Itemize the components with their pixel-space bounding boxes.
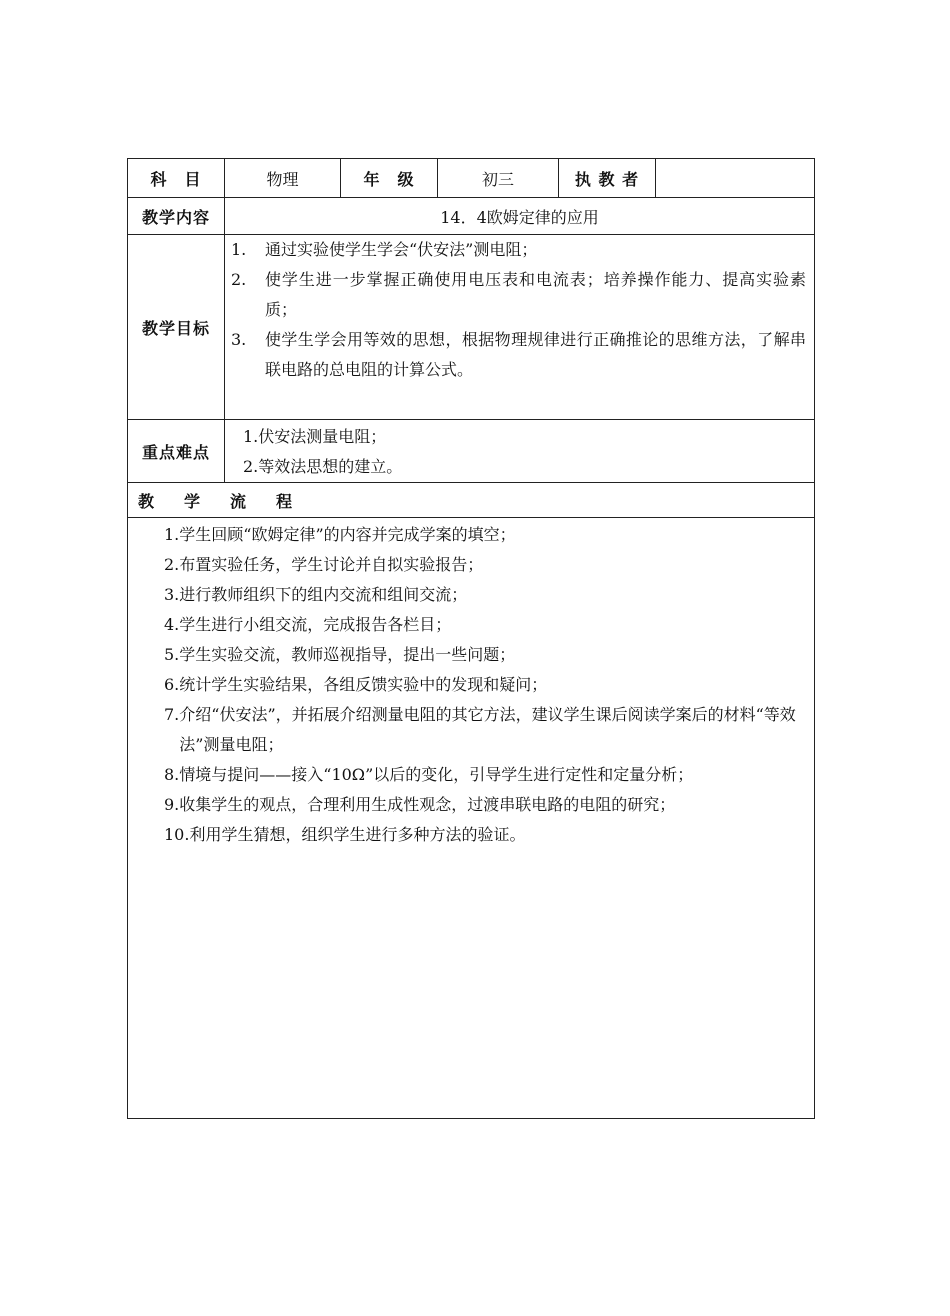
content-value: 14．4欧姆定律的应用: [225, 198, 815, 235]
grade-label: 年 级: [341, 159, 438, 198]
flow-title-row: [128, 483, 815, 518]
flow-steps-cell: [128, 518, 815, 1119]
flow-steps-row: [128, 518, 815, 1119]
content-row: [128, 198, 815, 235]
grade-value: 初三: [438, 159, 559, 198]
flow-step: 4. 学生进行小组交流，完成报告各栏目；: [164, 615, 452, 634]
flow-step: 1. 学生回顾“欧姆定律”的内容并完成学案的填空；: [164, 525, 516, 544]
lesson-plan-sheet: [127, 158, 814, 1119]
goals-row: [128, 235, 815, 420]
key-points-cell: [225, 420, 815, 483]
flow-steps-list: [128, 518, 814, 850]
flow-step: 6. 统计学生实验结果，各组反馈实验中的发现和疑问；: [164, 675, 548, 694]
flow-step: 3. 进行教师组织下的组内交流和组间交流；: [164, 585, 468, 604]
goal-item: 3. 使学生学会用等效的思想，根据物理规律进行正确推论的思维方法，了解串联电路的总电阻的计算公式。: [231, 330, 806, 379]
goals-list: [225, 235, 814, 385]
flow-step: 9. 收集学生的观点，合理利用生成性观念，过渡串联电路的电阻的研究；: [164, 795, 676, 814]
teacher-label: 执 教 者: [559, 159, 656, 198]
goal-item: 2. 使学生进一步掌握正确使用电压表和电流表；培养操作能力、提高实验素质；: [231, 270, 806, 319]
key-points-label: 重点难点: [128, 420, 225, 483]
flow-step: 5. 学生实验交流，教师巡视指导，提出一些问题；: [164, 645, 516, 664]
flow-step: 2. 布置实验任务，学生讨论并自拟实验报告；: [164, 555, 484, 574]
key-points-row: [128, 420, 815, 483]
flow-step: 8. 情境与提问——接入“10Ω”以后的变化，引导学生进行定性和定量分析；: [164, 765, 694, 784]
teacher-value: [656, 159, 815, 198]
subject-value: 物理: [225, 159, 341, 198]
flow-step: 7. 介绍“伏安法”，并拓展介绍测量电阻的其它方法，建议学生课后阅读学案后的材料“等效法”测量电阻；: [164, 705, 796, 754]
header-row: [128, 159, 815, 198]
flow-step: 10. 利用学生猜想，组织学生进行多种方法的验证。: [164, 825, 526, 844]
goal-item: 1. 通过实验使学生学会“伏安法”测电阻；: [231, 240, 538, 259]
content-label: 教学内容: [128, 198, 225, 235]
lesson-plan-table: [127, 158, 815, 1119]
key-point-item: 2.等效法思想的建立。: [243, 457, 403, 476]
goals-label: 教学目标: [128, 235, 225, 420]
key-point-item: 1.伏安法测量电阻；: [243, 427, 387, 446]
goals-cell: [225, 235, 815, 420]
flow-title: 教 学 流 程: [128, 483, 815, 518]
subject-label: 科 目: [128, 159, 225, 198]
